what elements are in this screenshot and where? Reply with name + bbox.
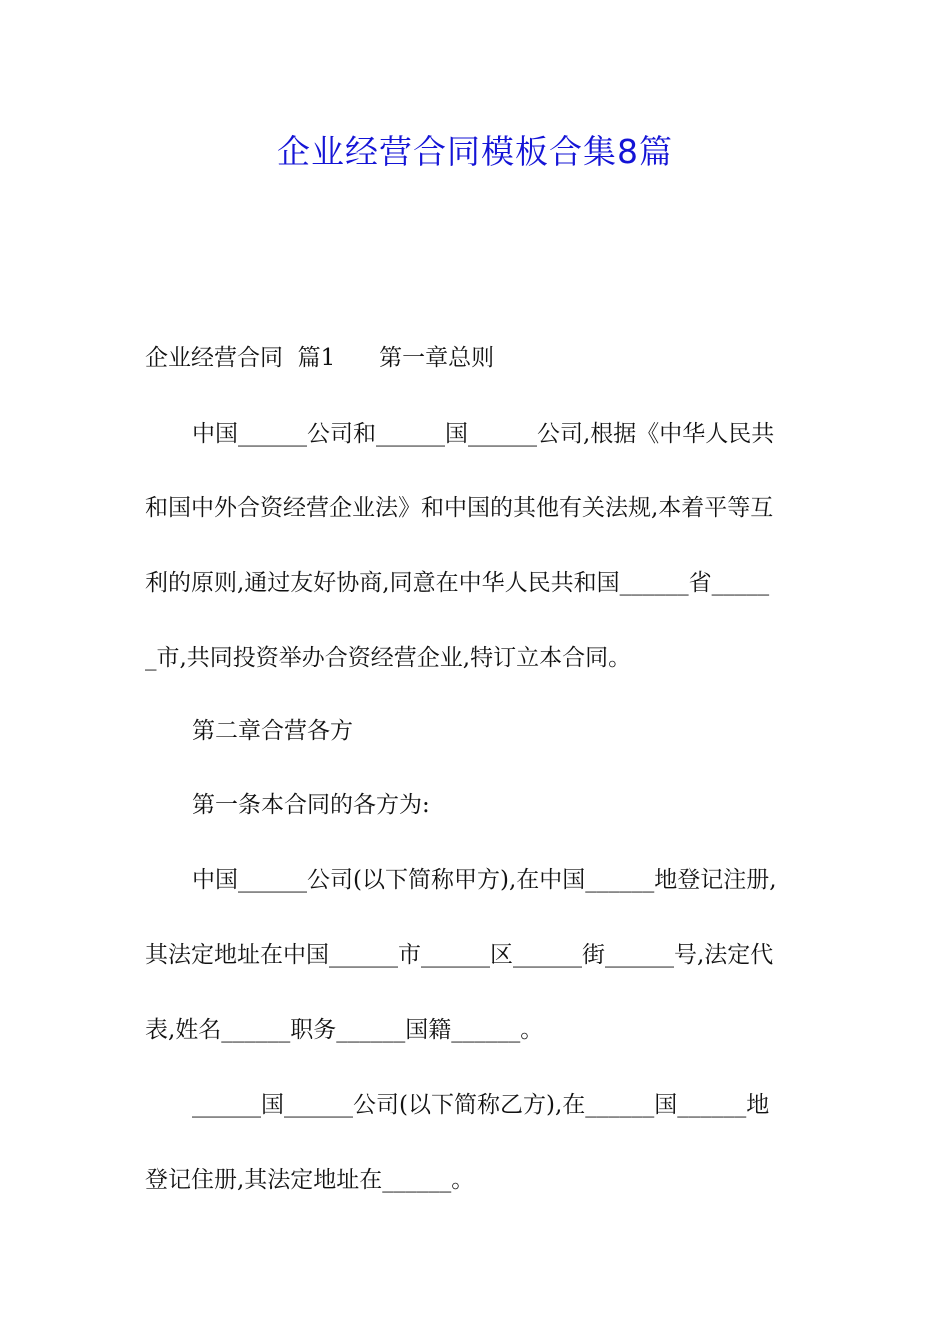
paragraph-line: 表,姓名______职务______国籍______。 <box>145 1017 544 1043</box>
paragraph-line: 利的原则,通过友好协商,同意在中华人民共和国______省_____ <box>145 570 770 596</box>
paragraph-line: 中国______公司和______国______公司,根据《中华人民共 <box>192 421 775 447</box>
article-heading: 第一条本合同的各方为: <box>192 792 430 818</box>
section-heading: 企业经营合同 篇1 第一章总则 <box>145 345 495 371</box>
chapter-heading: 第二章合营各方 <box>192 718 353 744</box>
paragraph-line: _市,共同投资举办合资经营企业,特订立本合同。 <box>145 645 632 671</box>
document-title: 企业经营合同模板合集8篇 <box>277 132 673 171</box>
paragraph-line: 中国______公司(以下简称甲方),在中国______地登记注册, <box>192 867 777 893</box>
paragraph-line: 登记住册,其法定地址在______。 <box>145 1167 475 1193</box>
paragraph-line: 和国中外合资经营企业法》和中国的其他有关法规,本着平等互 <box>145 495 774 521</box>
paragraph-line: ______国______公司(以下简称乙方),在______国______地 <box>192 1092 770 1118</box>
paragraph-line: 其法定地址在中国______市______区______街______号,法定代 <box>145 942 774 968</box>
